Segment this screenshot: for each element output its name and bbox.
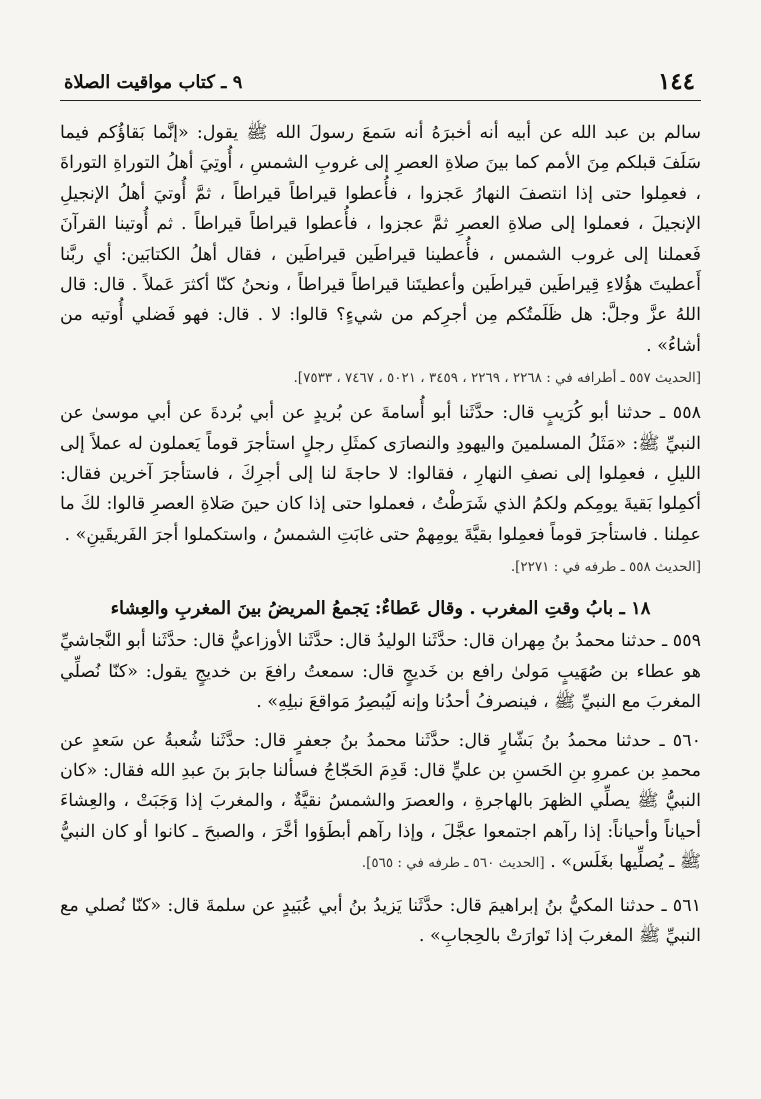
hadith-557-reference: [الحديث ٥٥٧ ـ أطرافه في : ٢٢٦٨ ، ٢٢٦٩ ، ٣٤٥٩ ، ٥٠٢١ ، ٧٤٦٧ ، ٧٥٣٣]. (293, 370, 701, 387)
page-body (60, 118, 701, 951)
hadith-561-text: ٥٦١ ـ حدثنا المكيُّ بنُ إبراهيمَ قال: حدَّثَنا يَزيدُ بنُ أبي عُبَيدٍ عن سلمةَ قال: «كنّا نُصلي مع النبيِّ ﷺ المغربَ إذا تَوارَتْ بالحِجابِ» . (60, 895, 701, 946)
hadith-558-text: ٥٥٨ ـ حدثنا أبو كُرَيبٍ قال: حدَّثَنا أبو أُسامةَ عن بُريدٍ عن أبي بُردةَ عن أبي موسىٰ عن النبيِّ ﷺ: «مَثَلُ المسلمينَ واليهودِ والنصارَى كمثَلِ رجلٍ استأجرَ قوماً يَعملون له عملاً إلى الليلِ ، فعمِلوا إلى نصفِ النهارِ ، فقالوا: لا حاجةَ لنا إلى أجرِكَ ، فاستأجرَ آخرين فقال: أكمِلوا بَقيةَ يومِكم ولكمُ الذي شَرَطْتُ ، فعملوا حتى إذا كان حينَ صَلاةِ العصرِ قالوا: لكَ ما عمِلنا . فاستأجرَ قوماً فعمِلوا بقيَّةَ يومِهمْ حتى غابَتِ الشمسُ ، واستكملوا أجرَ الفَريقَينِ» . (60, 403, 701, 545)
chapter-heading: ١٨ ـ بابُ وقتِ المغرب . وقال عَطاءٌ: يَجمعُ المريضُ بينَ المغربِ والعِشاء (110, 598, 651, 620)
page-number: ١٤٤ (657, 68, 695, 95)
hadith-560-reference: [الحديث ٥٦٠ ـ طرفه في : ٥٦٥]. (361, 855, 545, 872)
hadith-559-text: ٥٥٩ ـ حدثنا محمدُ بنُ مِهران قال: حدَّثَنا الوليدُ قال: حدَّثَنا الأوزاعيُّ قال: حدَّثَنا أبو النَّجاشيِّ هو عطاء بن صُهَيبٍ مَولىٰ رافع بن خَديجٍ قال: سمعتُ رافعَ بن خديجٍ يقول: «كنّا نُصلِّي المغربَ مع النبيِّ ﷺ ، فينصرفُ أحدُنا وإنه لَيُبصِرُ مَواقعَ نبلِهِ» . (60, 631, 701, 713)
hadith-558-reference: [الحديث ٥٥٨ ـ طرفه في : ٢٢٧١]. (510, 559, 701, 576)
hadith-557-text: سالم بن عبد الله عن أبيه أنه أخبرَهُ أنه سَمعَ رسولَ الله ﷺ يقول: «إنَّما بَقاؤُكم فيما سَلَفَ قبلكم مِنَ الأمم كما بينَ صلاةِ العصرِ إلى غروبِ الشمسِ ، أُوتِيَ أهلُ التوراةِ التوراةَ ، فعمِلوا حتى إذا انتصفَ النهارُ عَجزوا ، فأُعطوا قيراطاً قيراطاً ، ثمَّ أُوتيَ أهلُ الإنجيلِ الإنجيلَ ، فعملوا إلى صلاةِ العصرِ ثمَّ عجزوا ، فأُعطوا قيراطاً قيراطاً . ثم أُوتينا القرآنَ فَعملنا إلى غروب الشمس ، فأُعطينا قيراطَين قيراطَين ، فقال أهلُ الكتابَين: أي ربَّنا أَعطيتَ هؤُلاءِ قِيراطَين قيراطَين وأعطيتَنا قيراطاً قيراطاً ، ونحنُ كنّا أكثرَ عَملاً . قال: قال اللهُ عزَّ وجلَّ: هل ظَلَمتُكم مِن أجرِكم من شيءٍ؟ قالوا: لا . قال: فهو فَضلي أُوتيه من أشاءُ» . (60, 123, 701, 356)
running-title: ٩ ـ كتاب مواقيت الصلاة (64, 72, 243, 93)
hadith-560-body: ٥٦٠ ـ حدثنا محمدُ بنُ بَشّارٍ قال: حدَّثَنا محمدُ بنُ جعفرٍ قال: حدَّثَنا شُعبةُ عن سَعدٍ عن محمدِ بن عمروِ بنِ الحَسنِ بن عليٍّ قال: قَدِمَ الحَجّاجُ فسألنا جابرَ بنَ عبدِ الله فقال: «كان النبيُّ ﷺ يصلِّي الظهرَ بالهاجرةِ ، والعصرَ والشمسُ نقيَّةٌ ، والمغربَ إذا وَجَبَتْ ، والعِشاءَ أحياناً وأحياناً: إذا رآهم اجتمعوا عجَّلَ ، وإذا رآهم أبطَؤوا أخَّرَ ، والصبحَ ـ كانوا أو كان النبيُّ ﷺ ـ يُصلِّيها بغَلَس» . (60, 730, 701, 873)
page-header (60, 66, 701, 101)
hadith-560-text (60, 726, 701, 879)
